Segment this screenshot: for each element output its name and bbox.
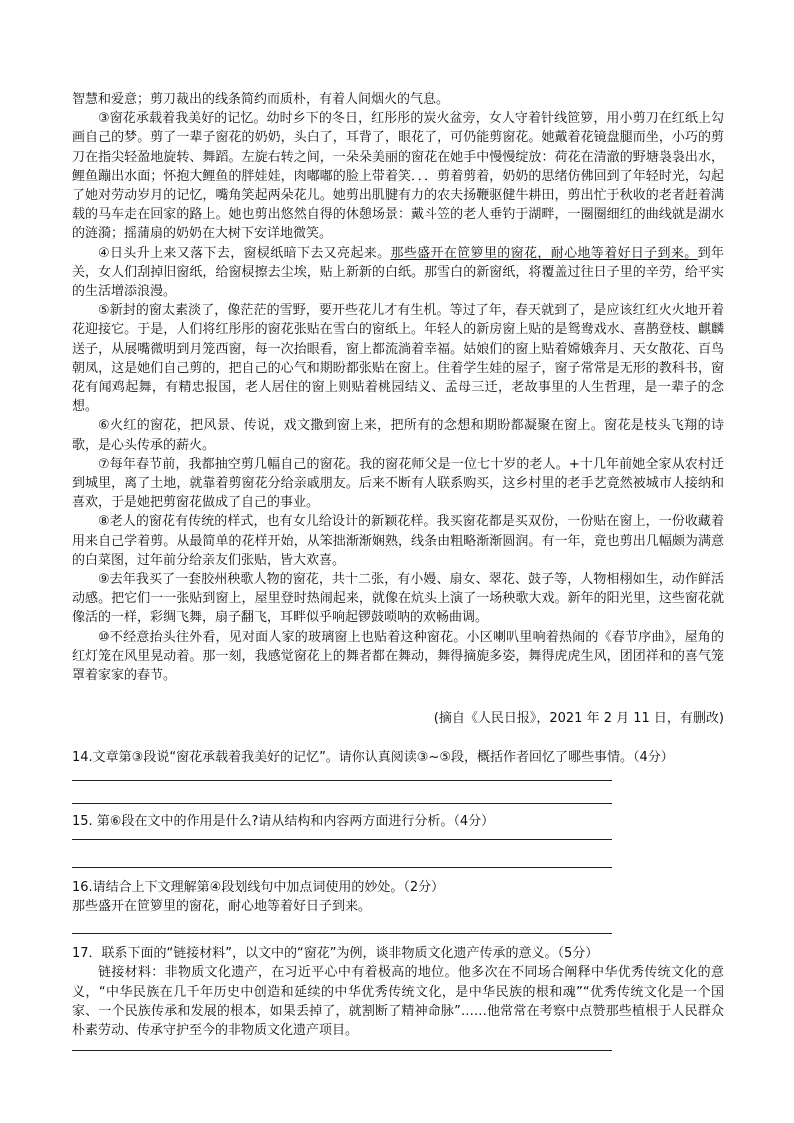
paragraph-9: ⑨去年我买了一套胶州秧歌人物的窗花，共十二张，有小嫚、扇女、翠花、鼓子等，人物相栩如生，动作鲜活动感。把它们一一张贴到窗上，屋里登时热闹起来，就像在炕头上演了一场秧歌大戏。新年的阳光里，这些窗花就像活的一样，彩绸飞舞，扇子翻飞，耳畔似乎响起锣鼓唢呐的欢畅曲调。: [72, 572, 724, 626]
answer-line[interactable]: [72, 933, 612, 934]
question-17: 17．联系下面的“链接材料”，以文中的“窗花”为例，谈非物质文化遗产传承的意义。（5分）: [72, 946, 599, 962]
article-source: (摘自《人民日报》，2021 年 2 月 11 日，有删改): [433, 711, 724, 727]
question-14: 14.文章第③段说“窗花承载着我美好的记忆”。请你认真阅读③~⑤段，概括作者回忆了哪些事情。（4分）: [72, 750, 674, 766]
question-15: 15. 第⑥段在文中的作用是什么?请从结构和内容两方面进行分析。（4分）: [72, 813, 495, 829]
question-16: 16.请结合上下文理解第④段划线句中加点词使用的妙处。（2分）: [72, 879, 445, 895]
question-16-block: [72, 878, 724, 934]
paragraph-continued: 智慧和爱意；剪刀裁出的线条简约而质朴，有着人间烟火的气息。: [72, 92, 450, 107]
answer-line[interactable]: [72, 867, 612, 868]
answer-line[interactable]: [72, 780, 612, 781]
paragraph-4: [72, 244, 724, 302]
question-15-block: [72, 812, 724, 868]
underlined-sentence: 那些盛开在笸箩里的窗花，耐心地等着好日子到来。: [390, 245, 698, 261]
paragraph-8: ⑧老人的窗花有传统的样式，也有女儿给设计的新颖花样。我买窗花都是买双份，一份贴在窗上，一份收藏着用来自己学着剪。从最简单的花样开始，从笨拙渐渐娴熟，线条由粗略渐渐圆润。有一年，竟也剪出几幅颇为满意的白菜图，过年前分给亲友们张贴，皆大欢喜。: [72, 514, 724, 568]
paragraph-7: ⑦每年春节前，我都抽空剪几幅自己的窗花。我的窗花师父是一位七十岁的老人。+十几年前她全家从农村迁到城里，离了土地，就靠着剪窗花分给亲戚朋友。后来不断有人联系购买，这乡村里的老手艺竟然被城市人接纳和喜欢，于是她把剪窗花做成了自己的事业。: [72, 456, 724, 511]
document-page: [72, 90, 724, 1051]
answer-line[interactable]: [72, 803, 612, 804]
question-14-block: [72, 748, 724, 803]
paragraph-3: ③窗花承载着我美好的记忆。幼时乡下的冬日，红彤彤的炭火盆旁，女人守着针线笸箩，用小剪刀在红纸上勾画自己的梦。剪了一辈子窗花的奶奶，头白了，耳背了，眼花了，可仍能剪窗花。她戴着花镜盘腿而坐，小巧的剪刀在指尖轻盈地旋转、舞蹈。左旋右转之间，一朵朵美丽的窗花在她手中慢慢绽放：荷花在清澈的野塘袅袅出水，鲤鱼蹦出水面；怀抱大鲤鱼的胖娃娃，肉嘟嘟的脸上带着笑．．．剪着剪着，奶奶的思绪仿佛回到了年轻时光，勾起了她对劳动岁月的记忆，嘴角笑起两朵花儿。她剪出肌腱有力的农夫扬鞭驱健牛耕田，剪出忙于秋收的老者赶着满载的马车走在回家的路上。她也剪出悠然自得的休憩场景：戴斗笠的老人垂钓于湖畔，一圈圈细红的曲线就是湖水的涟漪；摇蒲扇的奶奶在大树下安详地微笑。: [72, 111, 724, 242]
paragraph-4-start: ④日头升上来又落下去，窗棂纸暗下去又亮起来。: [98, 245, 391, 261]
question-17-block: [72, 944, 724, 1051]
answer-line[interactable]: [72, 839, 612, 840]
answer-line[interactable]: [72, 1050, 612, 1051]
link-material: 链接材料：非物质文化遗产，在习近平心中有着极高的地位。他多次在不同场合阐释中华优秀传统文化的意义，“中华民族在几千年历史中创造和延续的中华优秀传统文化，是中华民族的根和魂”“优秀传统文化是一个国家、一个民族传承和发展的根本，如果丢掉了，就割断了精神命脉”……他常常在考察中点赞那些植根于人民群众朴素劳动、传承守护至今的非物质文化遗产项目。: [72, 965, 724, 1038]
paragraph-6: ⑥火红的窗花，把风景、传说，戏文撒到窗上来，把所有的念想和期盼都凝聚在窗上。窗花是枝头飞翔的诗歌，是心头传承的薪火。: [72, 418, 724, 453]
paragraph-10: ⑩不经意抬头往外看，见对面人家的玻璃窗上也贴着这种窗花。小区喇叭里响着热闹的《春节序曲》，屋角的红灯笼在风里晃动着。那一刻，我感觉窗花上的舞者都在舞动，舞得摘旎多姿，舞得虎虎生风，团团祥和的喜气笼罩着家家的春节。: [72, 629, 724, 684]
paragraph-4-end: 到年关，女人们刮掉旧窗纸，给窗棂擦去尘埃，贴上新新的白纸。那雪白的新窗纸，将覆盖过往日子里的辛劳，给平实的生活增添浪漫。: [72, 245, 724, 300]
question-16-quote: 那些盛开在笸箩里的窗花，耐心地等着好日子到来。: [72, 898, 372, 914]
paragraph-5: ⑤新封的窗太素淡了，像茫茫的雪野，要开些花儿才有生机。等过了年，春天就到了，是应该红红火火地开着花迎接它。于是，人们将红彤彤的窗花张贴在雪白的窗纸上。年轻人的新房窗上贴的是鸳鸯戏水、喜鹊登枝、麒麟送子，从展嘴微明到月笼西窗，每一次抬眼看，窗上都流淌着幸福。姑娘们的窗上贴着嫦娥奔月、天女散花、百鸟朝凤，这是她们自己剪的，把自己的心气和期盼都张贴在窗上。住着学生娃的屋子，窗子常常是无形的教科书，窗花有闻鸡起舞，有精忠报国，老人居住的窗上则贴着桃园结义、孟母三迁，老故事里的人生哲理，是一辈子的念想。: [72, 303, 724, 415]
